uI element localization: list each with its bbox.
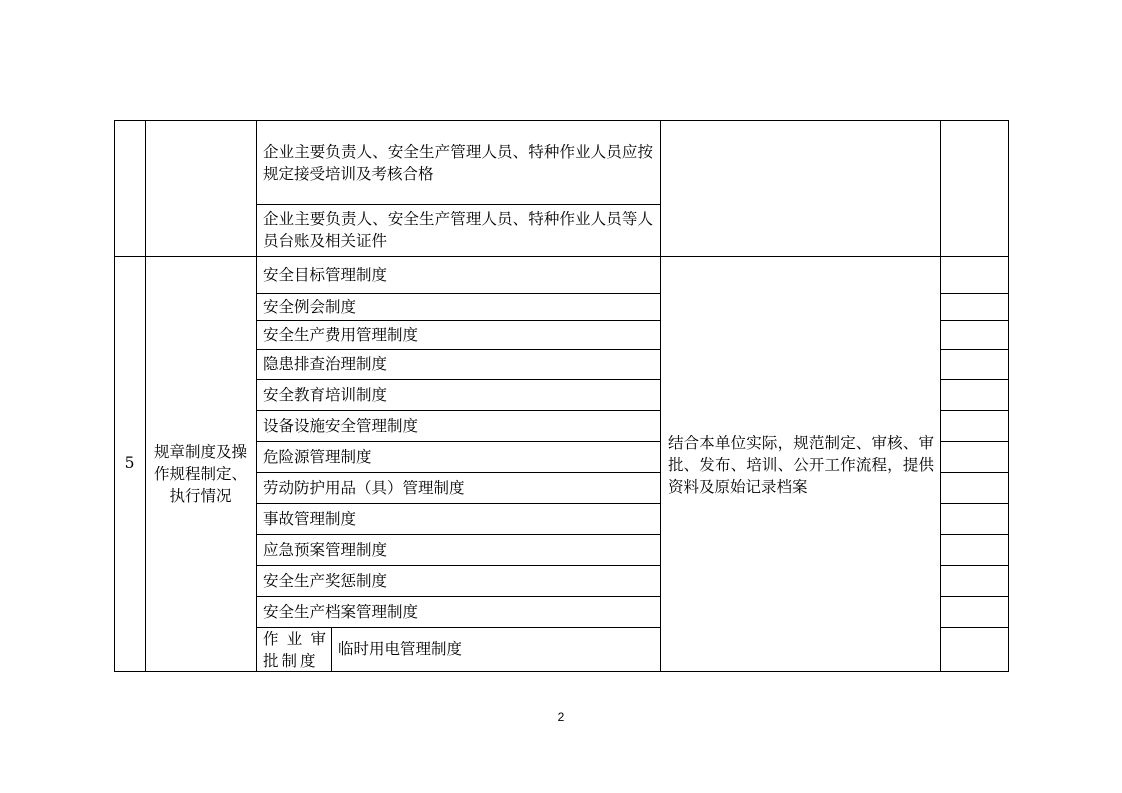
section5-score-cell: [940, 503, 1009, 535]
section4-number-cell: [114, 120, 146, 257]
page-number: 2: [557, 710, 565, 724]
section5-item-text: 危险源管理制度: [263, 448, 372, 466]
section5-score-cell: [940, 320, 1009, 350]
section5-score-cell: [940, 441, 1009, 473]
section5-item-text: 安全目标管理制度: [263, 266, 388, 284]
section4-item-text: 企业主要负责人、安全生产管理人员、特种作业人员等人员台账及相关证件: [263, 210, 653, 250]
section4-requirement-cell: [660, 120, 941, 257]
section5-item-text: 安全生产奖惩制度: [263, 572, 388, 590]
section5-requirement: 结合本单位实际，规范制定、审核、审批、发布、培训、公开工作流程，提供资料及原始记录档案: [668, 434, 934, 496]
section5-score-cell: [940, 379, 1009, 411]
section5-score-cell: [940, 596, 1009, 628]
section5-item-text: 设备设施安全管理制度: [263, 417, 419, 435]
section5-subcategory: 作业审批制度: [263, 630, 329, 670]
section5-score-cell: [940, 256, 1009, 294]
section5-item-text: 应急预案管理制度: [263, 541, 388, 559]
section5-item-text: 安全生产档案管理制度: [263, 603, 419, 621]
section4-score-cell: [940, 120, 1009, 257]
section5-score-cell: [940, 565, 1009, 597]
section5-score-cell: [940, 627, 1009, 672]
section5-item-text: 劳动防护用品（具）管理制度: [263, 479, 465, 497]
section5-item-text: 事故管理制度: [263, 510, 357, 528]
section5-score-cell: [940, 472, 1009, 504]
section5-number: 5: [124, 454, 135, 472]
section5-score-cell: [940, 410, 1009, 442]
section5-item-text: 安全教育培训制度: [263, 386, 388, 404]
section5-category: 规章制度及操作规程制定、执行情况: [153, 443, 247, 505]
section4-category-cell: [145, 120, 257, 257]
section5-item-text: 安全生产费用管理制度: [263, 326, 419, 344]
section5-score-cell: [940, 349, 1009, 380]
section4-item-text: 企业主要负责人、安全生产管理人员、特种作业人员应按规定接受培训及考核合格: [263, 143, 653, 183]
section5-item-text: 安全例会制度: [263, 298, 357, 316]
section5-item-text: 隐患排查治理制度: [263, 355, 388, 373]
section5-subitem: 临时用电管理制度: [338, 640, 463, 658]
section5-score-cell: [940, 534, 1009, 566]
section5-score-cell: [940, 293, 1009, 321]
